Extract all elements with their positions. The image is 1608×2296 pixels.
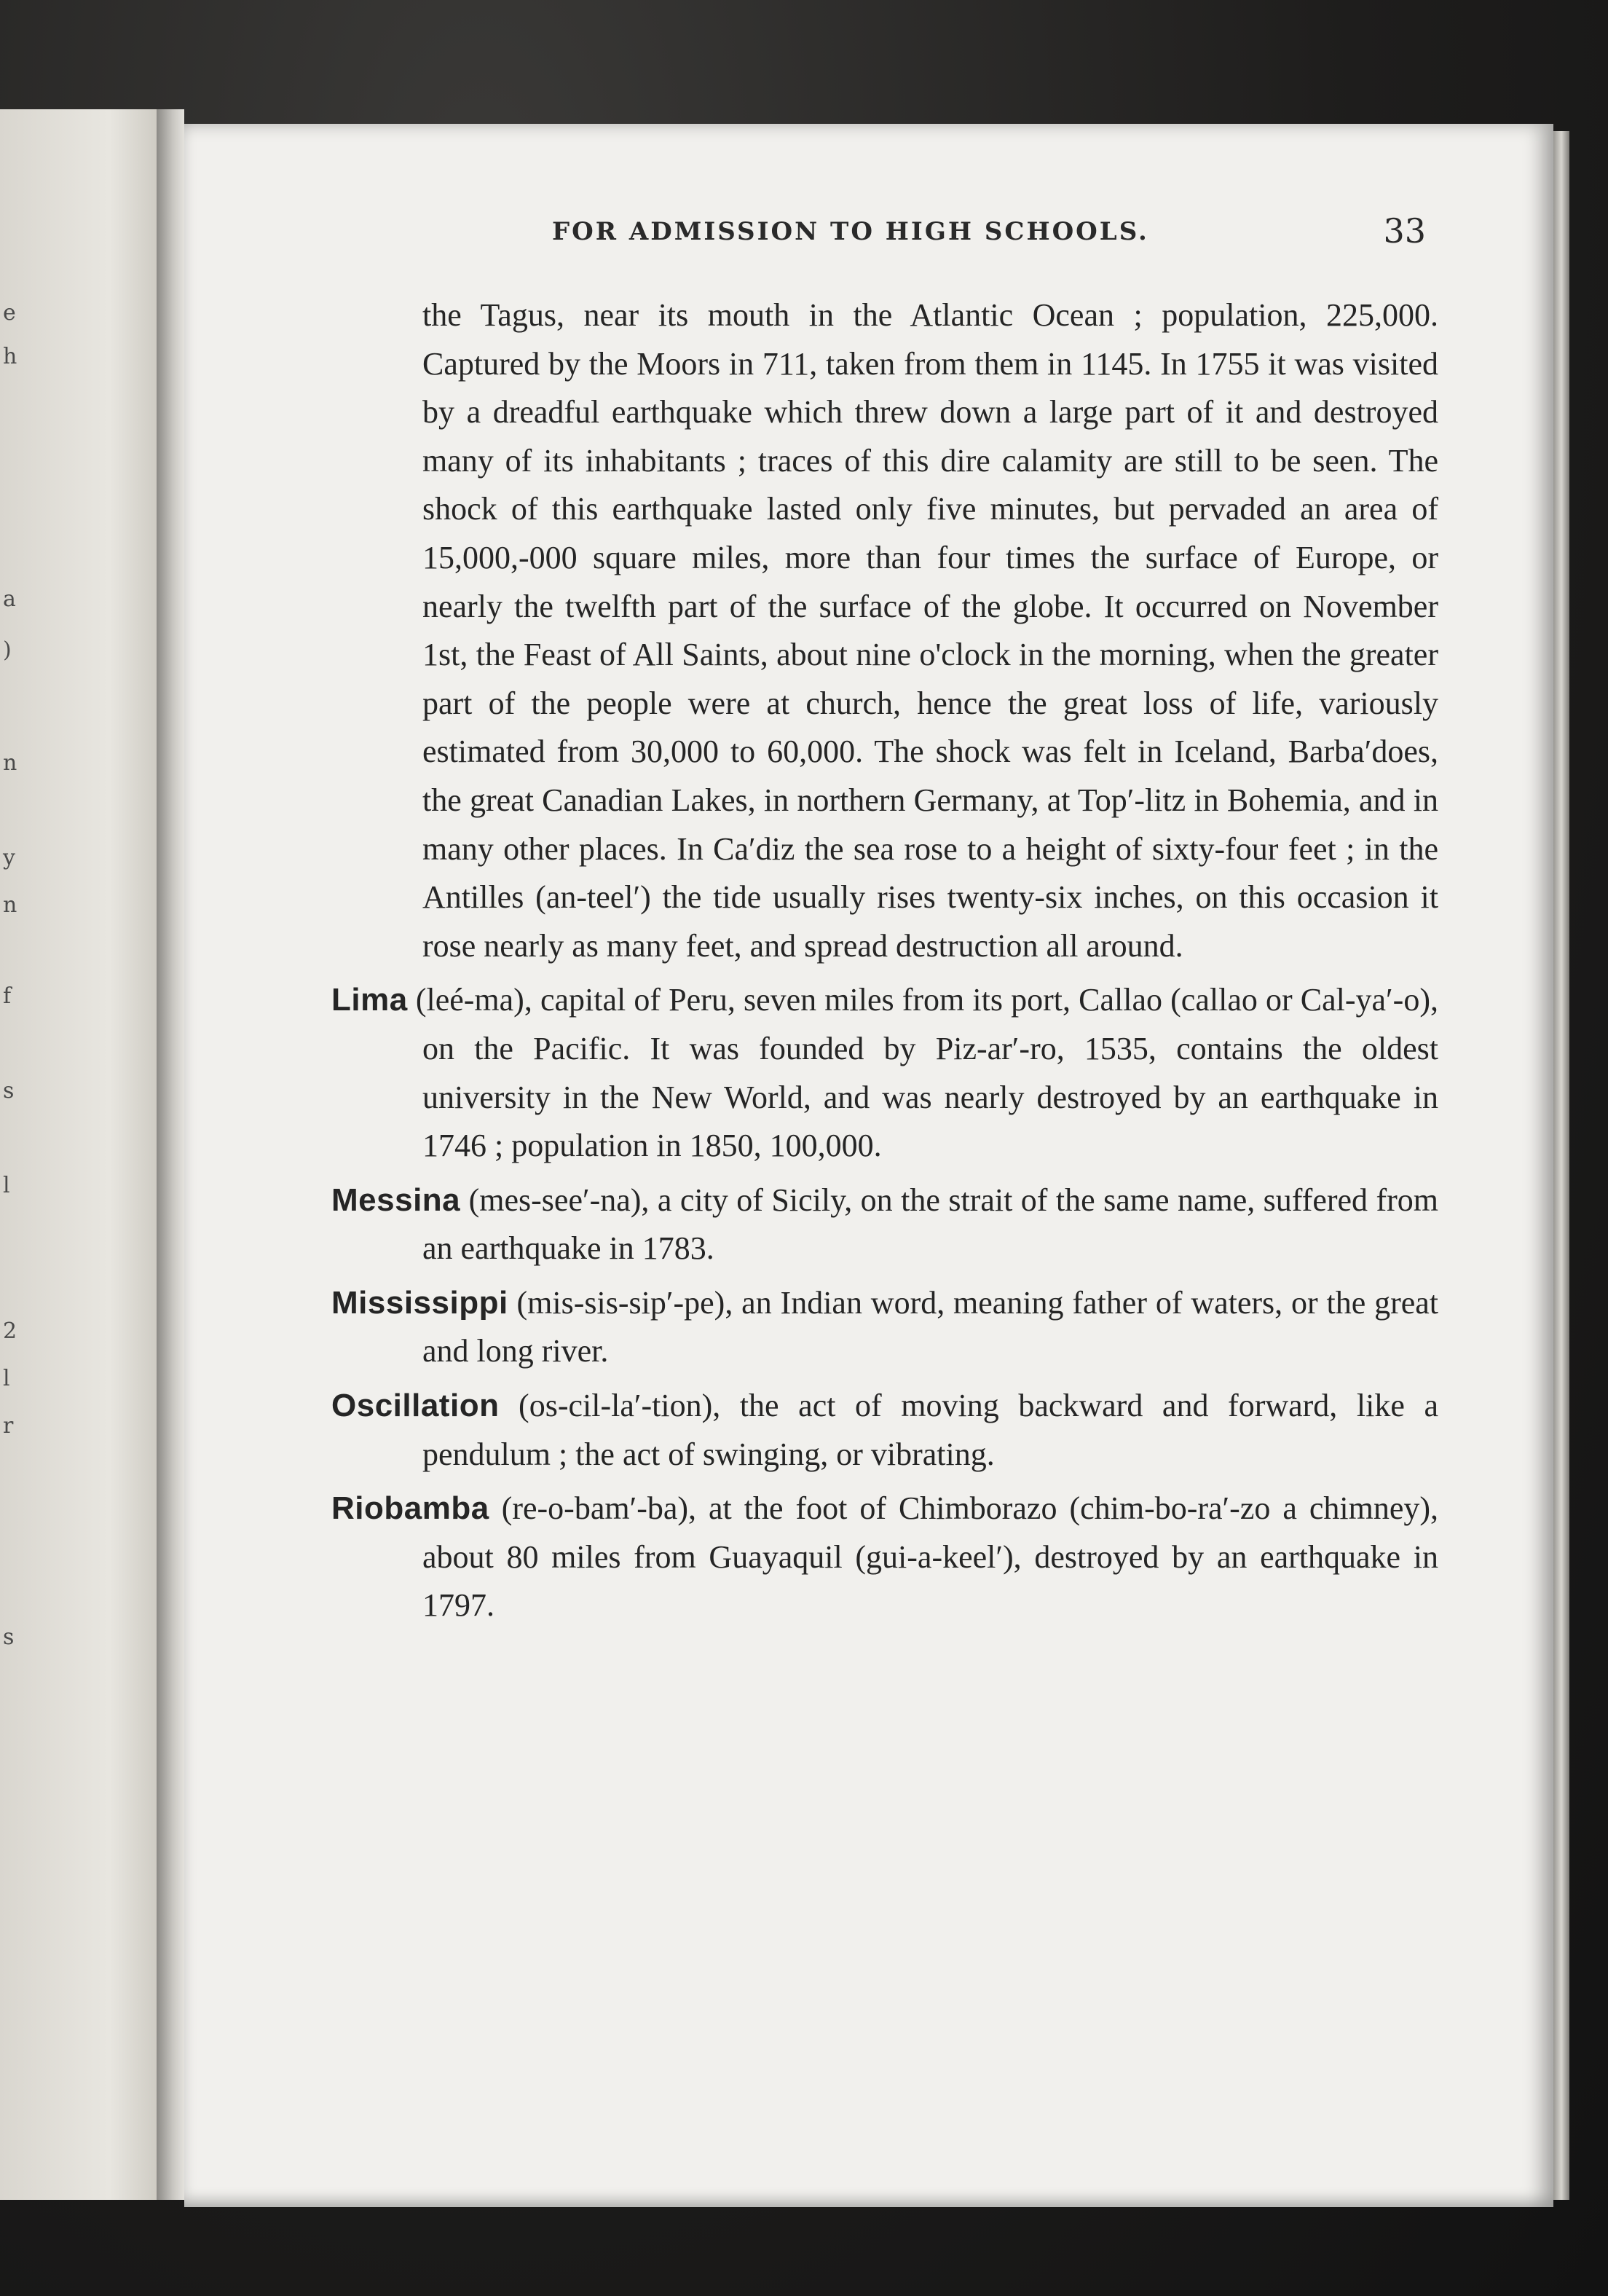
running-head — [552, 211, 1426, 261]
glossary-entry — [331, 1279, 1438, 1376]
running-title: FOR ADMISSION TO HIGH SCHOOLS. — [552, 217, 1149, 246]
facing-page-glyph: r — [3, 1413, 14, 1439]
facing-page-glyph: s — [3, 1078, 15, 1104]
glossary-entry — [331, 1485, 1438, 1630]
facing-page-glyph: 2 — [3, 1318, 17, 1344]
glossary-entry — [331, 1176, 1438, 1273]
facing-page-glyph: ) — [3, 637, 12, 663]
facing-page-glyph: l — [3, 1366, 10, 1391]
entry-term: Oscillation — [331, 1388, 500, 1424]
entry-term: Mississippi — [331, 1284, 508, 1321]
facing-page-glyph: s — [3, 1624, 15, 1650]
entry-term: Riobamba — [331, 1490, 489, 1527]
page-number: 33 — [1383, 211, 1426, 251]
facing-page-glyph: a — [3, 586, 16, 612]
glossary-entry — [331, 976, 1438, 1170]
facing-page-glyph: y — [3, 845, 15, 870]
facing-page-glyph: e — [3, 300, 16, 326]
continued-entry-text: the Tagus, near its mouth in the Atlantic Ocean ; population, 225,000. Captured by the Moors in 711, taken from them in 1145. In 1755 it was visited by a dreadful earthquake which threw down a large part of it and destroyed many of its inhabitants ; traces of this dire calamity are still to be seen. The shock of this earthquake lasted only five minutes, but pervaded an area of 15,000,-000 square miles, more than four times the surface of Europe, or nearly the twelfth part of the surface of the globe. It occurred on November 1st, the Feast of All Saints, about nine o'clock in the morning, when the greater part of the people were at church, hence the great loss of life, variously estimated from 30,000 to 60,000. The shock was felt in Iceland, Barba′does, the great Canadian Lakes, in northern Germany, at Top′-litz in Bohemia, and in many other places. In Ca′diz the sea rose to a height of sixty-four feet ; in the Antilles (an-teel′) the tide usually rises twenty-six inches, on this occasion it rose nearly as many feet, and spread destruction all around. — [422, 297, 1438, 964]
entry-term: Messina — [331, 1182, 461, 1218]
entry-definition: (leé-ma), capital of Peru, seven miles from its port, Callao (callao or Cal-ya′-o), on the Pacific. It was founded by Piz-ar′-ro, 1535, contains the oldest university in the New World, and was nearly destroyed by an earthquake in 1746 ; population in 1850, 100,000. — [415, 982, 1438, 1164]
glossary-entry — [331, 1382, 1438, 1479]
entry-term: Lima — [331, 982, 408, 1018]
page-edge-shadow — [1553, 131, 1569, 2200]
facing-page-glyph: l — [3, 1173, 10, 1198]
facing-page-glyph: h — [3, 344, 17, 369]
book-gutter — [157, 109, 184, 2200]
entry-definition: (mis-sis-sip′-pe), an Indian word, meaning father of waters, or the great and long river. — [422, 1284, 1439, 1369]
facing-page-glyph: n — [3, 892, 17, 918]
entry-definition: (re-o-bam′-ba), at the foot of Chimborazo (chim-bo-ra′-zo a chimney), about 80 miles from Guayaquil (gui-a-keel′), destroyed by an earthquake in 1797. — [422, 1490, 1439, 1624]
glossary-text — [331, 291, 1438, 1630]
entry-definition: (os-cil-la′-tion), the act of moving backward and forward, like a pendulum ; the act of swinging, or vibrating. — [422, 1388, 1438, 1472]
facing-page-glyph: n — [3, 750, 17, 776]
facing-page-glyph: f — [3, 983, 12, 1009]
facing-page-edge — [0, 109, 157, 2200]
entry-definition: (mes-see′-na), a city of Sicily, on the strait of the same name, suffered from an earthquake in 1783. — [422, 1182, 1439, 1267]
